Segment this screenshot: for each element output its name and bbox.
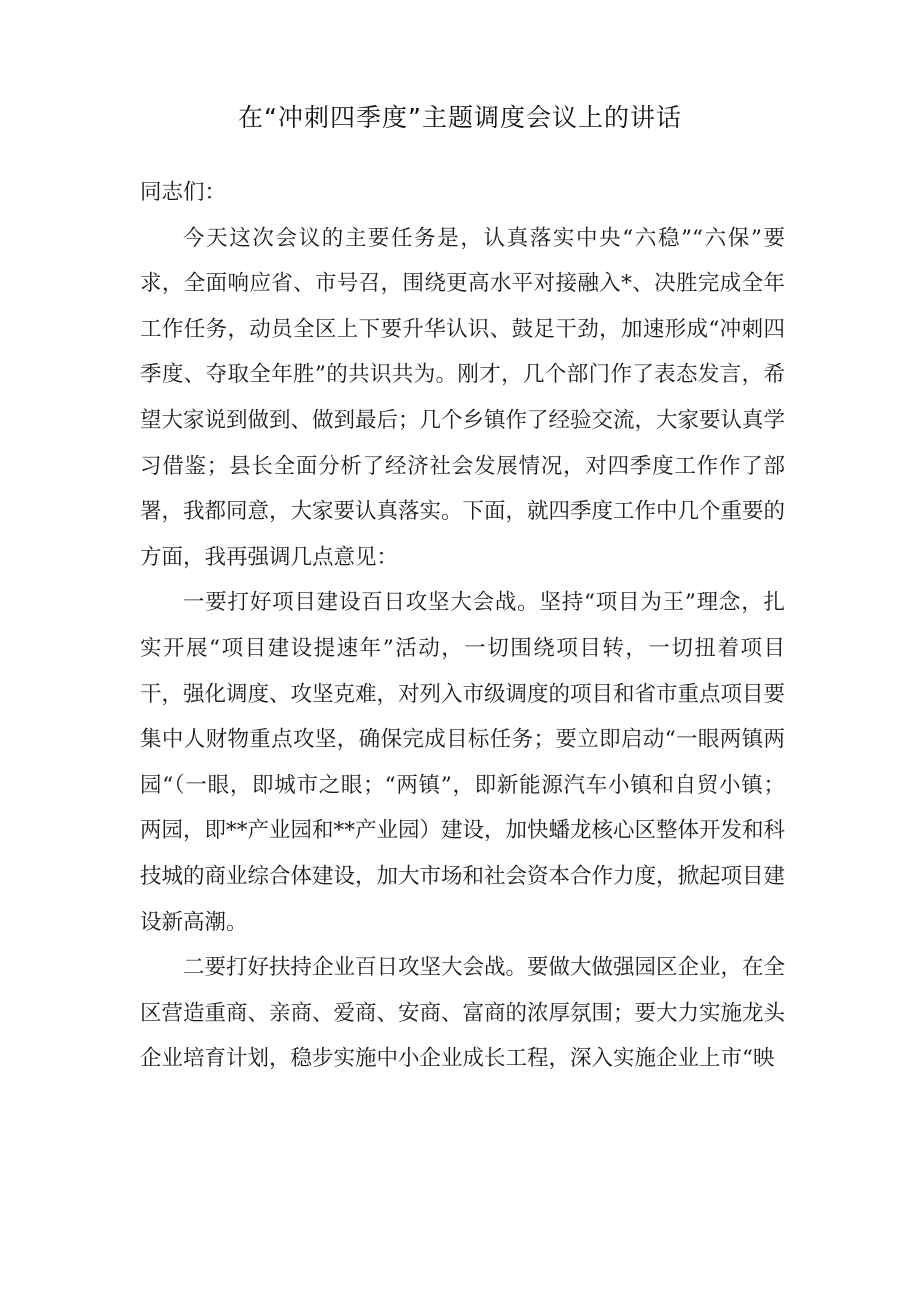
paragraph-intro: 今天这次会议的主要任务是，认真落实中央“六稳”“六保”要求，全面响应省、市号召，围绕更高水平对接融入*、决胜完成全年工作任务，动员全区上下要升华认识、鼓足干劲，加速形成“冲刺四季度、夺取全年胜”的共识共为。刚才，几个部门作了表态发言，希望大家说到做到、做到最后；几个乡镇作了经验交流，大家要认真学习借鉴；县长全面分析了经济社会发展情况，对四季度工作作了部署，我都同意，大家要认真落实。下面，就四季度工作中几个重要的方面，我再强调几点意见：: [140, 225, 786, 570]
greeting: 同志们：: [140, 180, 227, 205]
paragraph-enterprise-support: 二要打好扶持企业百日攻坚大会战。要做大做强园区企业，在全区营造重商、亲商、爱商、安商、富商的浓厚氛围；要大力实施龙头企业培育计划，稳步实施中小企业成长工程，深入实施企业上市“映: [140, 955, 786, 1072]
document-body: [140, 170, 785, 1082]
document-title: 在“冲刺四季度”主题调度会议上的讲话: [238, 103, 682, 132]
paragraph-project-construction: 一要打好项目建设百日攻坚大会战。坚持“项目为王”理念，扎实开展“项目建设提速年”活动，一切围绕项目转，一切扭着项目干，强化调度、攻坚克难，对列入市级调度的项目和省市重点项目要集中人财物重点攻坚，确保完成目标任务；要立即启动“一眼两镇两园“（一眼，即城市之眼；“两镇”，即新能源汽车小镇和自贸小镇；两园，即**产业园和**产业园）建设，加快蟠龙核心区整体开发和科技城的商业综合体建设，加大市场和社会资本合作力度，掀起项目建设新高潮。: [140, 590, 786, 935]
